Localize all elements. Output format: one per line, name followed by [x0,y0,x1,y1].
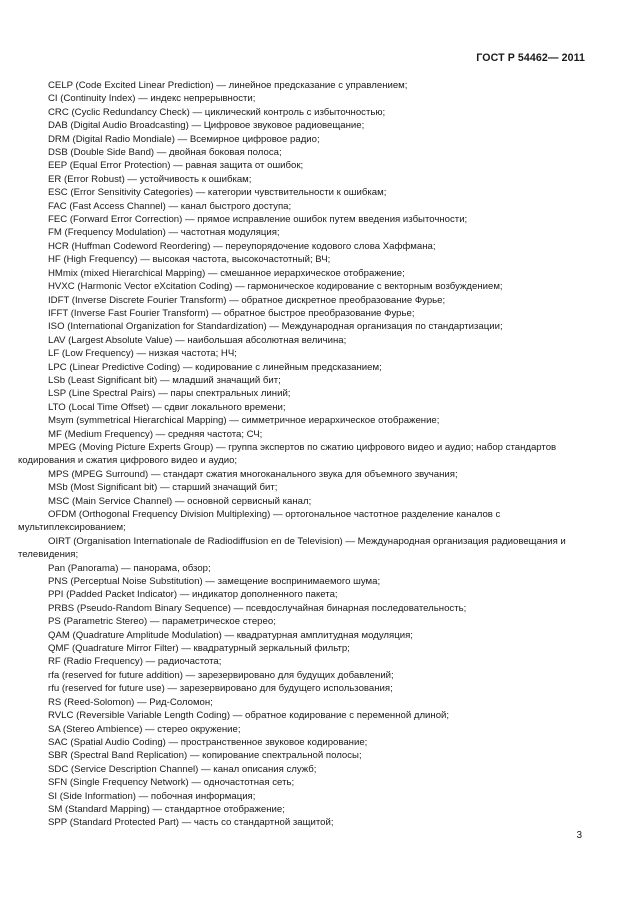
document-header: ГОСТ Р 54462— 2011 [476,52,585,64]
abbreviation-entry: IDFT (Inverse Discrete Fourier Transform) — обратное дискретное преобразование Фурье; [48,294,446,306]
abbreviation-entry: Msym (symmetrical Hierarchical Mapping) — симметричное иерархическое отображение; [48,415,440,427]
abbreviation-entry: IFFT (Inverse Fast Fourier Transform) — обратное быстрое преобразование Фурье; [48,307,415,319]
abbreviation-entry: LPC (Linear Predictive Coding) — кодирование с линейным предсказанием; [48,361,382,373]
abbreviation-entry: SM (Standard Mapping) — стандартное отображение; [48,803,285,815]
abbreviation-entry: SDC (Service Description Channel) — канал описания служб; [48,763,317,775]
abbreviation-entry: Pan (Panorama) — панорама, обзор; [48,562,211,574]
abbreviation-entry: OFDM (Orthogonal Frequency Division Multiplexing) — ортогональное частотное разделение каналов с мультиплексированием; [18,509,501,534]
abbreviation-entry: SFN (Single Frequency Network) — одночастотная сеть; [48,777,295,789]
abbreviation-entry: DSB (Double Side Band) — двойная боковая полоса; [48,147,282,159]
abbreviation-entry: EEP (Equal Error Protection) — равная защита от ошибок; [48,160,304,172]
abbreviation-entry: PRBS (Pseudo-Random Binary Sequence) — псевдослучайная бинарная последовательность; [48,602,467,614]
abbreviation-entry: PNS (Perceptual Noise Substitution) — замещение воспринимаемого шума; [48,576,381,588]
abbreviation-entry: SI (Side Information) — побочная информация; [48,790,256,802]
abbreviation-entry: ESC (Error Sensitivity Categories) — категории чувствительности к ошибкам; [48,187,387,199]
abbreviation-entry: MSC (Main Service Channel) — основной сервисный канал; [48,495,312,507]
abbreviation-entry: SBR (Spectral Band Replication) — копирование спектральной полосы; [48,750,362,762]
abbreviation-entry: MF (Medium Frequency) — средняя частота; СЧ; [48,428,263,440]
abbreviation-entry: FM (Frequency Modulation) — частотная модуляция; [48,227,280,239]
abbreviation-entry: CI (Continuity Index) — индекс непрерывности; [48,93,256,105]
abbreviation-entry: LSP (Line Spectral Pairs) — пары спектральных линий; [48,388,291,400]
abbreviation-entry: RF (Radio Frequency) — радиочастота; [48,656,222,668]
abbreviation-entry: DRM (Digital Radio Mondiale) — Всемирное цифровое радио; [48,133,320,145]
abbreviation-entry: ER (Error Robust) — устойчивость к ошибкам; [48,173,252,185]
abbreviation-entry: SPP (Standard Protected Part) — часть со стандартной защитой; [48,817,334,829]
abbreviation-entry: LAV (Largest Absolute Value) — наибольшая абсолютная величина; [48,334,347,346]
abbreviation-entry: CELP (Code Excited Linear Prediction) — линейное предсказание с управлением; [48,80,408,91]
abbreviation-entry: DAB (Digital Audio Broadcasting) — Цифровое звуковое радиовещание; [48,120,365,132]
abbreviation-entry: SAC (Spatial Audio Coding) — пространственное звуковое кодирование; [48,736,368,748]
abbreviation-entry: FEC (Forward Error Correction) — прямое исправление ошибок путем введения избыточности; [48,214,468,226]
page-number: 3 [576,830,582,841]
abbreviation-entry: LSb (Least Significant bit) — младший значащий бит; [48,374,281,386]
abbreviation-entry: SA (Stereo Ambience) — стерео окружение; [48,723,241,735]
abbreviation-entry: HF (High Frequency) — высокая частота, высокочастотный; ВЧ; [48,254,331,266]
abbreviation-entry: FAC (Fast Access Channel) — канал быстрого доступа; [48,200,292,212]
abbreviation-entry: HMmix (mixed Hierarchical Mapping) — смешанное иерархическое отображение; [48,267,405,279]
abbreviation-entry: PPI (Padded Packet Indicator) — индикатор дополненного пакета; [48,589,338,601]
abbreviation-entry: MPEG (Moving Picture Experts Group) — группа экспертов по сжатию цифрового видео и аудио; набор стандартов кодирования и сжатия цифрового видео и аудио; [18,441,557,467]
abbreviation-entry: HCR (Huffman Codeword Reordering) — переупорядочение кодового слова Хаффмана; [48,240,436,252]
abbreviation-entry: MSb (Most Significant bit) — старший значащий бит; [48,482,278,494]
abbreviation-entry: HVXC (Harmonic Vector eXcitation Coding) — гармоническое кодирование с векторным возбуждением; [48,281,503,293]
abbreviation-entry: LTO (Local Time Offset) — сдвиг локального времени; [48,401,286,413]
abbreviation-entry: PS (Parametric Stereo) — параметрическое стерео; [48,616,276,628]
abbreviation-entry: CRC (Cyclic Redundancy Check) — циклический контроль с избыточностью; [48,106,386,118]
abbreviation-entry: MPS (MPEG Surround) — стандарт сжатия многоканального звука для объемного звучания; [48,468,458,480]
abbreviation-entry: QMF (Quadrature Mirror Filter) — квадратурный зеркальный фильтр; [48,643,350,655]
abbreviation-entry: RVLC (Reversible Variable Length Coding) — обратное кодирование с переменной длиной; [48,710,450,722]
abbreviation-entry: OIRT (Organisation Internationale de Radiodiffusion en de Television) — Международная организация радиовещания и телевидения; [18,535,566,561]
abbreviation-entry: LF (Low Frequency) — низкая частота; НЧ; [48,348,237,360]
abbreviations-list [18,79,585,830]
abbreviation-entry: rfu (reserved for future use) — зарезервировано для будущего использования; [48,683,393,695]
abbreviation-entry: rfa (reserved for future addition) — зарезервировано для будущих добавлений; [48,669,394,681]
abbreviation-entry: RS (Reed-Solomon) — Рид-Соломон; [48,696,213,708]
abbreviation-entry: QAM (Quadrature Amplitude Modulation) — квадратурная амплитудная модуляция; [48,629,413,641]
abbreviation-entry: ISO (International Organization for Standardization) — Международная организация по стандартизации; [48,321,503,333]
